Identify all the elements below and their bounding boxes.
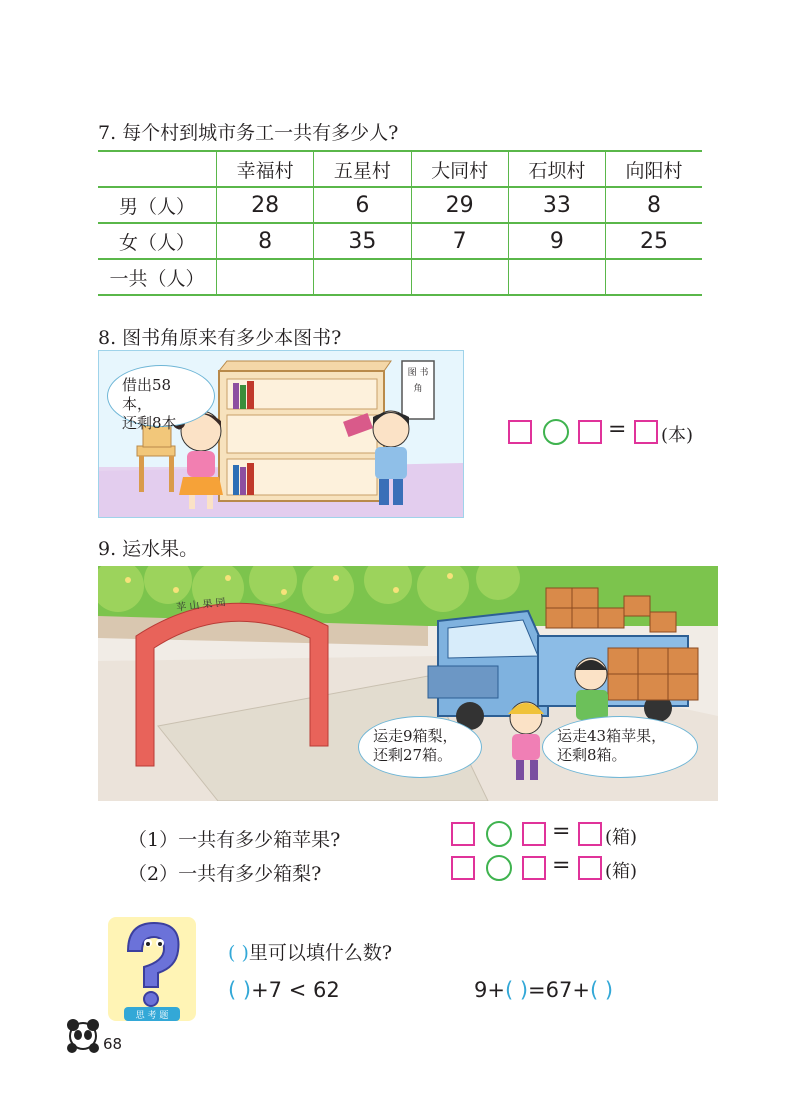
table-cell: 五星村	[314, 151, 411, 187]
q9-illustration	[98, 566, 718, 801]
blank-paren[interactable]: ( )	[504, 978, 529, 1002]
sign-text: 图 书 角	[407, 368, 429, 394]
bubble-text-line: 运走9箱梨，	[373, 727, 458, 745]
answer-cell[interactable]	[314, 259, 411, 295]
speech-bubble-left	[358, 716, 482, 778]
q7-table	[98, 150, 702, 296]
bubble-text-line: 运走43箱苹果，	[557, 727, 667, 745]
page-number: 68	[103, 1035, 123, 1053]
gate-sign: 苹 山 果 园	[175, 597, 227, 614]
answer-cell[interactable]	[606, 259, 702, 295]
speech-bubble-right	[542, 716, 698, 778]
q9-sub2: （2）一共有多少箱梨?	[128, 863, 322, 885]
table-cell: 9	[508, 223, 605, 259]
think-badge-label: 思 考 题	[135, 1011, 169, 1021]
think-expr-2	[474, 978, 613, 1002]
row-label: 女（人）	[98, 223, 217, 259]
table-row	[98, 187, 702, 223]
table-cell: 33	[508, 187, 605, 223]
think-prompt	[228, 938, 392, 965]
expr-text: +7 < 62	[251, 978, 340, 1002]
answer-cell[interactable]	[411, 259, 508, 295]
question-mark-mascot-icon	[106, 915, 198, 1023]
bubble-text-line: 借出58本，	[122, 376, 172, 413]
speech-bubble	[107, 365, 215, 432]
equals-sign: =	[552, 819, 571, 844]
table-cell: 35	[314, 223, 411, 259]
operator-circle[interactable]	[543, 419, 569, 445]
table-cell: 向阳村	[606, 151, 702, 187]
table-cell: 8	[606, 187, 702, 223]
answer-box[interactable]	[522, 822, 546, 846]
blank-paren: ( )	[228, 942, 249, 964]
blank-paren[interactable]: ( )	[589, 978, 614, 1002]
q9-title: 9. 运水果。	[98, 538, 199, 560]
expr-text: =67+	[528, 978, 590, 1002]
unit-label: (箱)	[605, 827, 638, 848]
bubble-text-line: 还剩8本。	[122, 414, 192, 432]
answer-box[interactable]	[451, 856, 475, 880]
table-cell: 8	[217, 223, 314, 259]
answer-cell[interactable]	[508, 259, 605, 295]
q8-title: 8. 图书角原来有多少本图书?	[98, 327, 342, 349]
table-cell: 7	[411, 223, 508, 259]
table-cell: 大同村	[411, 151, 508, 187]
answer-box[interactable]	[451, 822, 475, 846]
table-row	[98, 223, 702, 259]
row-label: 一共（人）	[98, 259, 217, 295]
bubble-text-line: 还剩8箱。	[557, 746, 627, 764]
q8-illustration	[98, 350, 464, 518]
unit-label: (本)	[661, 425, 694, 446]
table-cell: 28	[217, 187, 314, 223]
table-cell: 石坝村	[508, 151, 605, 187]
answer-box[interactable]	[522, 856, 546, 880]
answer-box[interactable]	[578, 822, 602, 846]
unit-label: (箱)	[605, 861, 638, 882]
answer-box[interactable]	[634, 420, 658, 444]
bubble-text-line: 还剩27箱。	[373, 746, 453, 764]
table-cell: 29	[411, 187, 508, 223]
table-cell: 幸福村	[217, 151, 314, 187]
think-expr-1	[228, 978, 340, 1002]
panda-icon	[66, 1018, 100, 1054]
table-cell: 25	[606, 223, 702, 259]
equals-sign: =	[608, 417, 627, 442]
operator-circle[interactable]	[486, 855, 512, 881]
bookshelf-icon	[219, 361, 391, 501]
answer-box[interactable]	[578, 420, 602, 444]
table-cell: 6	[314, 187, 411, 223]
expr-text: 9+	[474, 978, 505, 1002]
answer-box[interactable]	[508, 420, 532, 444]
table-header-row	[98, 151, 702, 187]
q7-title: 7. 每个村到城市务工一共有多少人?	[98, 122, 399, 144]
table-row	[98, 259, 702, 295]
operator-circle[interactable]	[486, 821, 512, 847]
q9-sub1: （1）一共有多少箱苹果?	[128, 829, 341, 851]
equals-sign: =	[552, 853, 571, 878]
answer-box[interactable]	[578, 856, 602, 880]
think-prompt-text: 里可以填什么数?	[248, 942, 393, 964]
answer-cell[interactable]	[217, 259, 314, 295]
blank-paren[interactable]: ( )	[228, 978, 252, 1002]
row-label: 男（人）	[98, 187, 217, 223]
table-cell	[98, 151, 217, 187]
